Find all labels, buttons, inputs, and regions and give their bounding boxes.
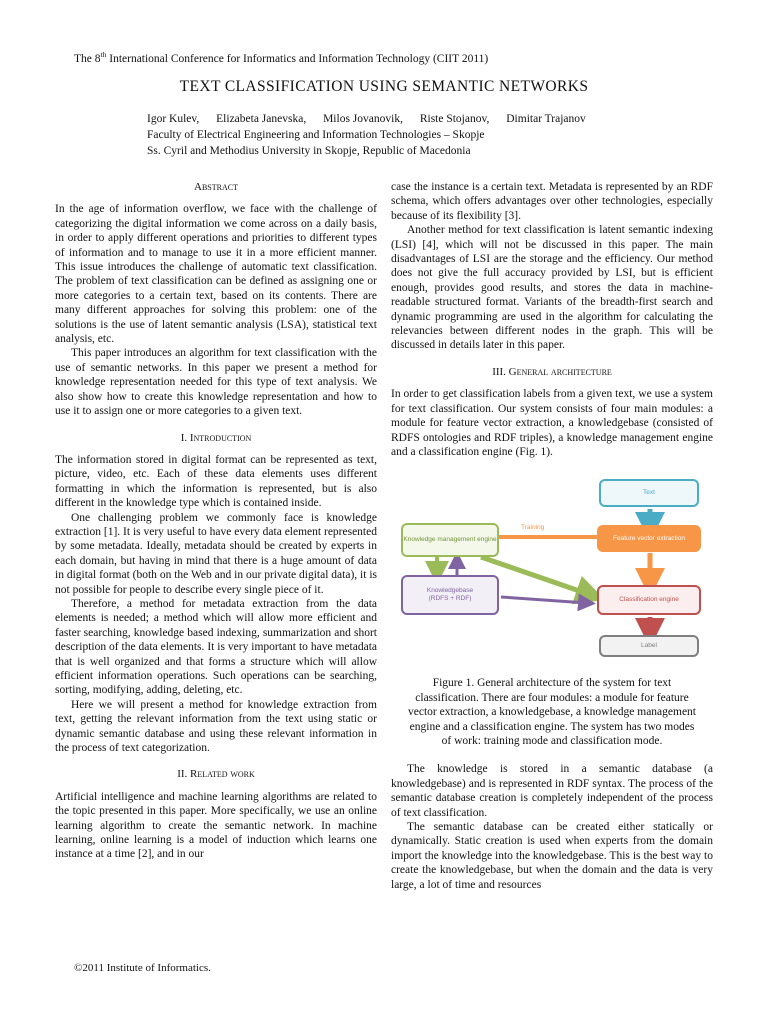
feature-vector-box: Feature vector extraction: [597, 525, 701, 552]
architecture-paragraph: The knowledge is stored in a semantic database (a knowledgebase) and is represented in RDF syntax. The process of the semantic database creation is completely independent of the process of text classification.: [391, 763, 713, 819]
intro-paragraph: Therefore, a method for metadata extraction from the data elements is needed; a method which will allow more efficient and faster searching, knowledge based indexing, summarization and short description of the data elements. It is very important to have metadata that is well organized and that forms a structure which will allow efficient information operations. Such operations can be searching, sorting, modifying, adding, deleting, etc.: [55, 597, 377, 697]
author: Riste Stojanov,: [419, 113, 490, 125]
abstract-heading: Abstract: [194, 181, 238, 193]
related-paragraph: Another method for text classification is latent semantic indexing (LSI) [4], which will not be discussed in this paper. The main disadvantages of LSI are the storage and the efficiency. Our method does not give the full accuracy provided by LSI, but is efficient enough, provides good results, and stores the data in machine-readable structured format. Variants of the breadth-first search and dynamic programming are used in the algorithm for calculating the relevancies between different nodes in the graph. This will be discussed in details later in this paper.: [391, 224, 713, 352]
abstract-paragraph: This paper introduces an algorithm for text classification with the use of semantic networks. In this paper we present a method for knowledge representation needed for this type of text analysis. We also show how to create this knowledge representation and how to use it to assign one or more categories to a given text.: [55, 347, 377, 418]
intro-paragraph: One challenging problem we commonly face is knowledge extraction [1]. It is very useful to have every data element represented by some metadata. Ideally, metadata should be created by experts in each domain, but having in mind that there is a huge amount of data in digital format (both on the Web and in our private digital data), it is not possible for people to describe every single piece of it.: [55, 511, 377, 596]
conference-header: The 8th International Conference for Informatics and Information Technology (CIIT 2011): [74, 50, 489, 65]
intro-paragraph: Here we will present a method for knowledge extraction from text, getting the relevant information from the text using static or dynamic semantic database and using these relevant information in the process of text categorization.: [55, 698, 377, 755]
author: Igor Kulev,: [147, 113, 200, 125]
architecture-paragraph: In order to get classification labels from a given text, we use a system for text classification. Our system consists of four main modules: a module for feature vector extraction, a knowledgebase (consisted of RDFS ontologies and RDF triples), a knowledge management engine and a classification engine (Fig. 1).: [391, 388, 713, 458]
affiliation-university: Ss. Cyril and Methodius University in Skopje, Republic of Macedonia: [147, 145, 471, 157]
arrow-kb-to-classification: [501, 597, 587, 603]
text-box: Text: [599, 479, 699, 507]
affiliation-faculty: Faculty of Electrical Engineering and Information Technologies – Skopje: [147, 129, 485, 141]
label-box: Label: [599, 635, 699, 657]
intro-paragraph: The information stored in digital format can be represented as text, picture, video, etc. Each of these data elements uses different formatting in which the information is represented, but is also different in the knowledge type which is contained inside.: [55, 453, 377, 510]
author: Milos Jovanovik,: [323, 113, 403, 125]
left-column: [55, 180, 377, 862]
architecture-paragraph: The semantic database can be created either statically or dynamically. Static creation is used when experts from the domain import the knowledge into the knowledgebase. This is the best way to create the knowledgebase, but when the domain and the data is very large, a lot of time and resources: [391, 820, 713, 891]
figure-1-caption: Figure 1. General architecture of the system for text classification. There are four modules: a module for feature vector extraction, a knowledgebase, a knowledge management engine and a classification engine. The system has two modes of work: training mode and classification mode.: [407, 677, 697, 747]
author: Dimitar Trajanov: [506, 113, 586, 125]
abstract-paragraph: In the age of information overflow, we face with the challenge of categorizing the digital information we come across on a daily basis, in order to apply different operations and priorities to different types of information and to manage to use it in a more efficient manner. This issue introduces the challenge of automatic text classification. The problem of text classification can be defined as assigning one or more categories to a certain text, based on its contents. There are many different approaches for solving this problem: one of the solutions is the use of latent semantic analysis (LSA), statistical text analysis, etc.: [55, 203, 377, 346]
related-paragraph: Artificial intelligence and machine learning algorithms are related to the topic presented in this paper. More specifically, we use an online learning algorithm to create the semantic network. In machine learning, online learning is a model of induction which learns one instance at a time [2], and in our: [55, 790, 377, 861]
copyright-footer: ©2011 Institute of Informatics.: [74, 962, 211, 974]
paper-title: TEXT CLASSIFICATION USING SEMANTIC NETWORKS: [179, 78, 589, 95]
architecture-heading: III. General architecture: [492, 365, 612, 378]
figure-1-diagram: [391, 465, 713, 670]
author-names: [147, 111, 600, 127]
related-work-heading: II. Related work: [177, 768, 255, 781]
training-label: Training: [521, 524, 545, 532]
knowledge-management-box: Knowledge management engine: [401, 523, 499, 557]
introduction-heading: I. Introduction: [180, 431, 252, 444]
related-paragraph: case the instance is a certain text. Metadata is represented by an RDF schema, which offers advantages over other technologies, especially because of its flexibility [3].: [391, 181, 713, 222]
author-block: [147, 111, 600, 159]
right-column: [391, 180, 713, 892]
knowledgebase-box: Knowledgebase (RDFS + RDF): [401, 575, 499, 615]
classification-engine-box: Classification engine: [597, 585, 701, 615]
author: Elizabeta Janevska,: [216, 113, 307, 125]
